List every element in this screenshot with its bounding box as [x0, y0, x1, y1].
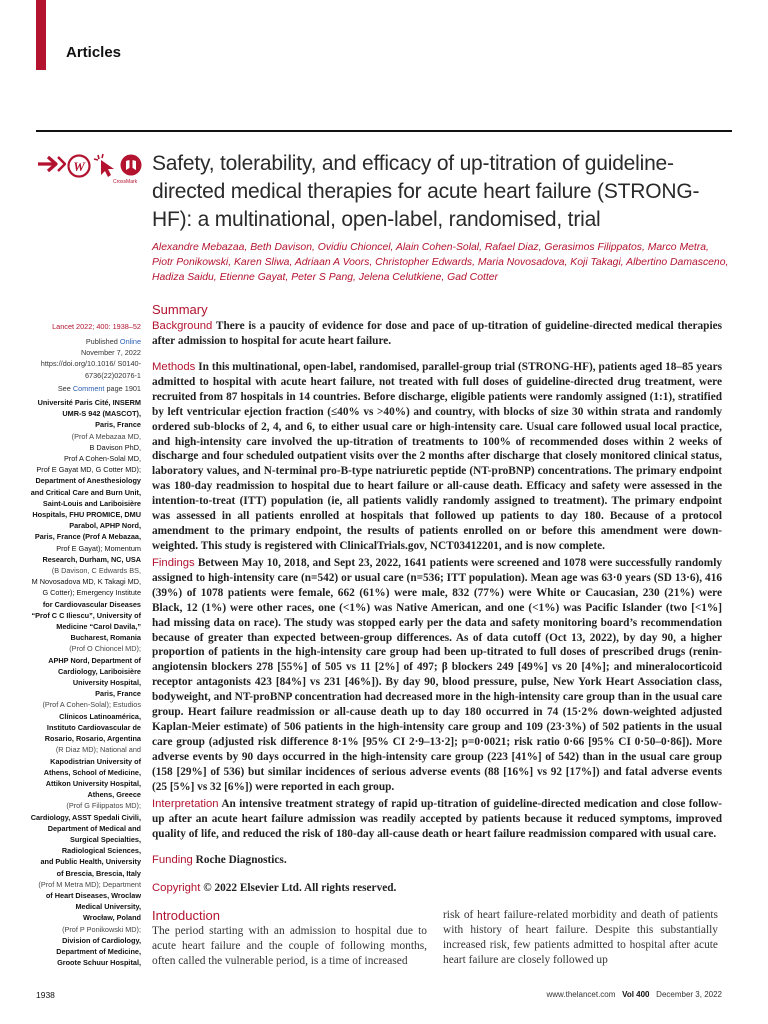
affiliation-line: Université Paris Cité, INSERM — [37, 398, 141, 407]
affiliation-line: Kapodistrian University of — [50, 756, 141, 766]
funding-text: Roche Diagnostics. — [195, 854, 287, 866]
affiliation-line: and Critical Care and Burn Unit, — [30, 487, 141, 497]
issue-date: December 3, 2022 — [656, 990, 722, 999]
section-color-bar — [36, 0, 46, 70]
background-text: There is a paucity of evidence for dose and pace of up-titration of guideline-directed medical therapies after admission to hospital for acute heart failure. — [152, 320, 722, 347]
affiliation-line: Rosario, Rosario, Argentina — [44, 734, 141, 744]
affiliation-line: (Prof A Mebazaa MD, — [71, 431, 141, 441]
affiliation-line: Wrocław, Poland — [83, 913, 141, 923]
affiliation-line: Attikon University Hospital, — [45, 778, 141, 788]
section-label: Articles — [66, 44, 122, 61]
affiliation-line: Prof E Gayat); Momentum — [56, 543, 141, 553]
affiliation-line: Division of Cardiology, — [62, 935, 141, 945]
affiliation-line: “Prof C C Iliescu”, University of — [31, 610, 141, 620]
affiliation-line: Instituto Cardiovascular de — [46, 722, 141, 732]
affiliation-line: Paris, France — [95, 689, 141, 699]
affiliation-line: UMR-S 942 (MASCOT), — [62, 409, 141, 419]
affiliation-line: M Novosadova MD, K Takagi MD, — [31, 577, 141, 587]
interpretation-label: Interpretation — [152, 798, 219, 810]
findings-label: Findings — [152, 557, 195, 569]
see-suffix: page 1901 — [106, 384, 141, 393]
introduction-column-1: The period starting with an admission to hospital due to acute heart failure and the couple of following months, often called the vulnerable period, is a time of increased — [152, 925, 427, 967]
findings-text: Between May 10, 2018, and Sept 23, 2022, 1641 patients were screened and 1078 were successfully randomly assigned to high-intensity care (n=542) or usual care (n=536; ITT population). Mean age was 63·0 years (SD 13·6), 416 (39%) of 1078 patients were female, 662 (61%) were male, 832 (77%) were White or Caucasian, 230 (21%) were Black, 12 (1%) were other races, one (<1%) was Native American, and one (<1%) was Pacific Islander (two [<1%] had missing data on race). The study was stopped early per the data and safety monitoring board’s recommendation because of greater than expected between-group differences. As of data cutoff (Oct 13, 2022), by day 90, a higher proportion of patients in the high-intensity care group had been up-titrated to full doses of prescribed drugs (renin-angiotensin blockers 278 [55%] of 505 vs 11 [2%] of 497; β blockers 249 [49%] vs 20 [4%]; and mineralocorticoid receptor antagonists 423 [84%] vs 231 [46%]). By day 90, blood pressure, pulse, New York Heart Association class, bodyweight, and NT-proBNP concentration had decreased more in the high-intensity care group than in the usual care group. Heart failure readmission or all-cause death up to day 180 occurred in 74 (15·2% down-weighted adjusted Kaplan-Meier estimate) of 506 patients in the high-intensity care group and 109 (23·3%) of 502 patients in the usual care group (adjusted risk difference 8·1% [95% CI 2·9–13·2]; p=0·0021; risk ratio 0·66 [95% CI 0·50–0·86]). More adverse events by 90 days occurred in the high-intensity care group (223 [41%] of 542) than in the usual care group (158 [29%] of 536) but similar incidences of serious adverse events (88 [16%] vs 92 [17%]) and fatal adverse events (25 [5%] vs 32 [6%]) were reported in each group. — [152, 557, 722, 793]
affiliation-line: APHP Nord, Department of — [48, 655, 141, 665]
affiliation-line: University Hospital, — [72, 678, 141, 688]
abstract-funding — [152, 853, 722, 868]
affiliation-line: Clínicos Latinoamérica, — [59, 711, 141, 721]
interpretation-text: An intensive treatment strategy of rapid up-titration of guideline-directed medication and close follow-up after an acute heart failure admission was readily accepted by patients because it reduced symptoms, improved quality of life, and reduced the risk of 180-day all-cause death or heart failure readmission compared with usual care. — [152, 798, 722, 840]
affiliation-line: Prof A Cohen-Solal MD, — [63, 454, 141, 464]
affiliation-line: Bucharest, Romania — [70, 633, 141, 643]
svg-text:W: W — [73, 159, 85, 174]
citation: Lancet 2022; 400: 1938–52 — [52, 322, 141, 331]
page-number: 1938 — [36, 990, 55, 1000]
sidebar-affiliations — [28, 397, 141, 968]
abstract-background — [152, 319, 722, 349]
copyright-label: Copyright — [152, 882, 201, 894]
published-prefix: Published — [85, 337, 118, 346]
copyright-text: © 2022 Elsevier Ltd. All rights reserved. — [203, 882, 397, 894]
doi-link[interactable]: https://doi.org/10.1016/ S0140-6736(22)02076-1 — [40, 359, 141, 380]
affiliation-line: (Prof O Chioncel MD); — [69, 644, 141, 654]
affiliation-line: Medical University, — [75, 902, 141, 912]
methods-label: Methods — [152, 361, 196, 373]
affiliation-line: Athens, School of Medicine, — [43, 767, 141, 777]
abstract-methods — [152, 360, 722, 554]
affiliation-line: of Brescia, Brescia, Italy — [56, 868, 141, 878]
published-date: November 7, 2022 — [80, 348, 141, 358]
affiliation-line: Cardiology, Lariboisière — [58, 666, 141, 676]
affiliation-line: Radiological Sciences, — [61, 846, 141, 856]
see-prefix: See — [57, 384, 71, 393]
affiliation-line: Department of Medicine, — [56, 946, 141, 956]
affiliation-line: (Prof M Metra MD); Department — [38, 879, 141, 889]
header-rule — [36, 130, 732, 132]
affiliation-line: Athens, Greece — [87, 790, 141, 800]
w-circle-icon — [66, 153, 92, 184]
affiliation-line: Department of Medical and — [47, 823, 141, 833]
published-line — [28, 336, 141, 347]
online-link[interactable]: Online — [119, 337, 141, 346]
affiliation-line: G Cotter); Emergency Institute — [42, 588, 141, 598]
affiliation-line: (Prof G Filippatos MD); — [66, 801, 141, 811]
affiliation-line: Research, Durham, NC, USA — [42, 554, 141, 564]
article-title: Safety, tolerability, and efficacy of up-titration of guideline-directed medical therapies for acute heart failure (STRONG-HF): a multinational, open-label, randomised, trial — [152, 152, 700, 231]
introduction-column-2: risk of heart failure-related morbidity and death of patients with history of heart failure. Despite this substantially increased risk, few patients admitted to hospital after acute heart failure are closely followed up — [443, 909, 718, 966]
affiliation-line: (R Diaz MD); National and — [55, 745, 141, 755]
volume: Vol 400 — [622, 990, 650, 999]
affiliation-line: for Cardiovascular Diseases — [42, 599, 141, 609]
affiliation-line: (Prof P Ponikowski MD); — [62, 924, 141, 934]
sidebar-see-comment — [28, 383, 141, 394]
summary-heading: Summary — [152, 302, 208, 317]
journal-footer — [546, 990, 722, 999]
affiliation-line: Groote Schuur Hospital, — [57, 958, 141, 968]
crossmark-label: CrossMark — [113, 179, 138, 185]
affiliation-line: Cardiology, ASST Spedali Civili, — [30, 812, 141, 822]
affiliation-line: Hospitals, FHU PROMICE, DMU — [32, 510, 141, 520]
abstract-copyright — [152, 881, 722, 896]
background-label: Background — [152, 320, 213, 332]
lancet-arrow-icon — [36, 153, 66, 180]
affiliation-line: Prof E Gayat MD, G Cotter MD); — [36, 465, 141, 475]
sidebar-citation — [28, 321, 141, 332]
methods-text: In this multinational, open-label, randomised, parallel-group trial (STRONG-HF), patients aged 18–85 years admitted to hospital with acute heart failure, not treated with full doses of guideline-directed drug treatment, were recruited from 87 hospitals in 14 countries. Before discharge, eligible patients were randomly assigned (1:1), stratified by left ventricular ejection fraction (≤40% vs >40%) and country, with blocks of size 30 within strata and randomly ordered sub-blocks of 2, 4, and 6, to either usual care or high-intensity care. Usual care followed usual local practice, and high-intensity care involved the up-titration of treatments to 100% of recommended doses within 2 weeks of discharge and four scheduled outpatient visits over the 2 months after discharge that closely monitored clinical status, laboratory values, and N-terminal pro-B-type natriuretic peptide (NT-proBNP) concentrations. The primary endpoint was 180-day readmission to hospital due to heart failure or all-cause death. Efficacy and safety were assessed in the intention-to-treat (ITT) population (ie, all patients validly randomly assigned to treatment). The primary endpoint was assessed in all patients enrolled at hospitals that followed up patients to day 180. Because of a protocol amendment to the primary endpoint, the results of patients enrolled on or before this amendment were down-weighted. This study is registered with ClinicalTrials.gov, NCT03412201, and is now complete. — [152, 361, 722, 552]
affiliation-line: of Heart Diseases, Wroclaw — [45, 890, 141, 900]
abstract-findings — [152, 556, 722, 795]
affiliation-line: Medicine “Carol Davila,” — [56, 622, 141, 632]
affiliation-line: Saint-Louis and Lariboisière — [42, 498, 141, 508]
introduction-heading: Introduction — [152, 908, 220, 923]
author-list: Alexandre Mebazaa, Beth Davison, Ovidiu Chioncel, Alain Cohen-Solal, Rafael Diaz, Gerasimos Filippatos, Marco Metra, Piotr Ponikowski, Karen Sliwa, Adriaan A Voors, Christopher Edwards, Maria Novosadova, Koji Takagi, Albertino Damasceno, Hadiza Saidu, Etienne Gayat, Peter S Pang, Jelena Celutkiene, Gad Cotter — [152, 242, 729, 283]
affiliation-line: Parabol, APHP Nord, — [69, 521, 141, 531]
affiliation-line: (Prof A Cohen-Solal); Estudios — [42, 700, 141, 710]
affiliation-line: and Public Health, University — [40, 857, 141, 867]
sidebar-publication — [28, 336, 141, 381]
affiliation-line: Paris, France — [95, 420, 141, 430]
journal-site[interactable]: www.thelancet.com — [546, 990, 616, 999]
affiliation-line: (B Davison, C Edwards BS, — [51, 566, 141, 576]
funding-label: Funding — [152, 854, 193, 866]
abstract-interpretation — [152, 797, 722, 842]
affiliation-line: Department of Anesthesiology — [35, 476, 141, 486]
affiliation-line: Paris, France (Prof A Mebazaa, — [34, 532, 141, 542]
affiliation-line: B Davison PhD, — [89, 442, 141, 452]
comment-link[interactable]: Comment — [72, 384, 105, 393]
affiliation-line: Surgical Specialties, — [70, 834, 141, 844]
